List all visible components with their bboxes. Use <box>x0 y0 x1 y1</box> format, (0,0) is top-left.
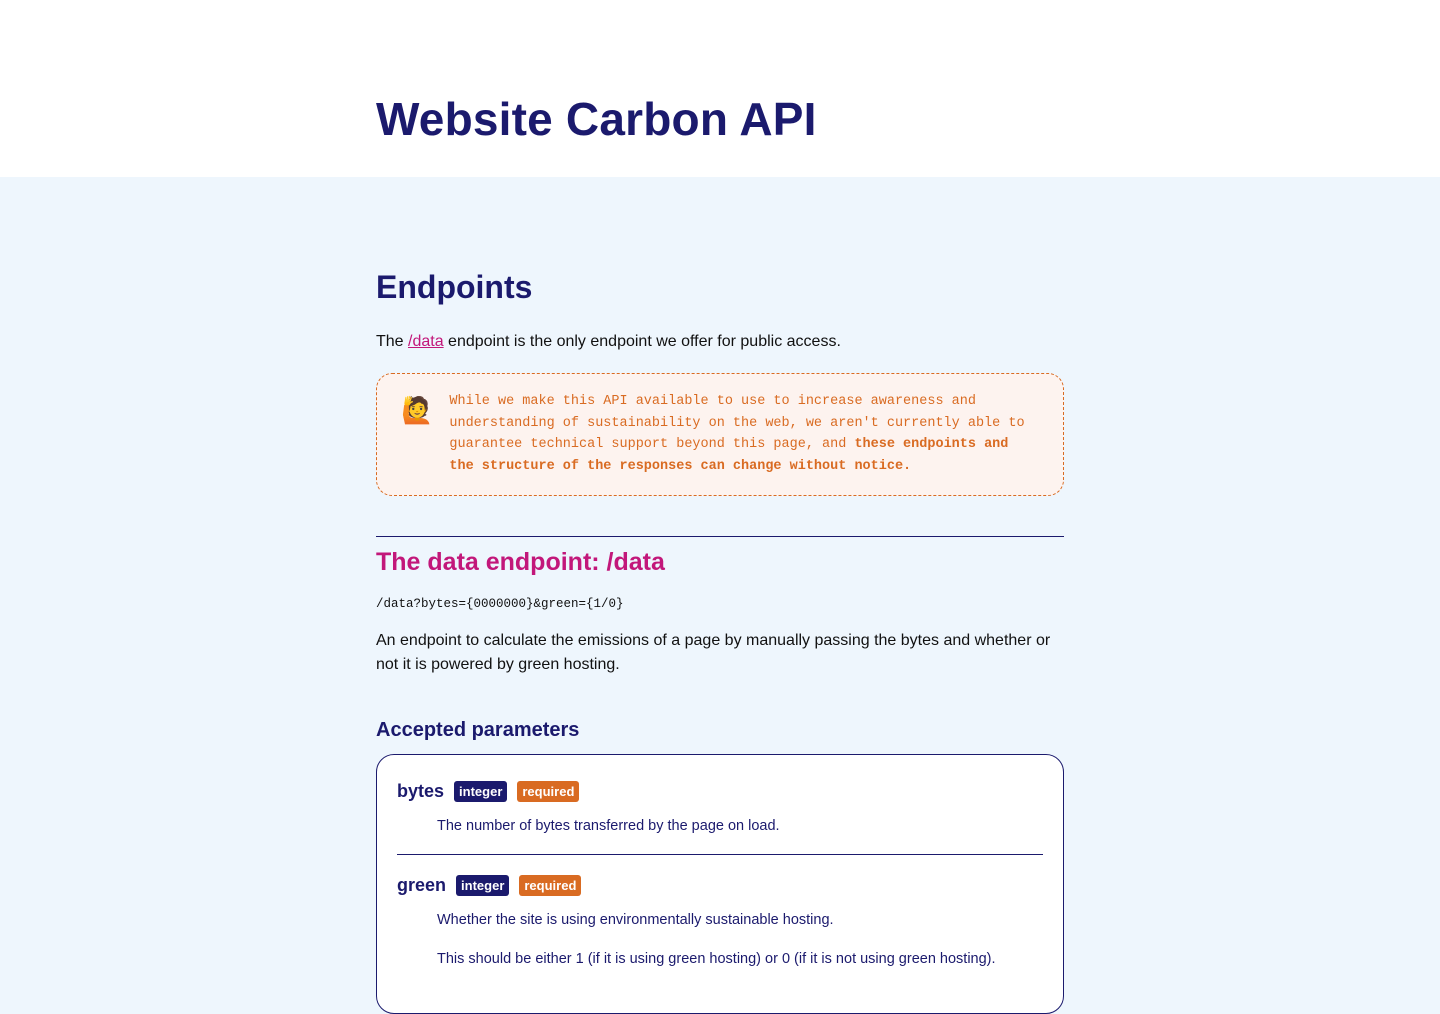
data-endpoint-link[interactable]: /data <box>408 333 444 350</box>
data-endpoint-heading: The data endpoint: /data <box>376 547 665 576</box>
param-description: This should be either 1 (if it is using green hosting) or 0 (if it is not using green hosting). <box>437 950 996 967</box>
notice-box <box>376 373 1064 496</box>
type-badge: integer <box>454 781 507 802</box>
param-name: green <box>397 874 447 895</box>
param-bytes <box>397 781 1043 855</box>
usage-code: /data?bytes={0000000}&green={1/0} <box>376 596 624 611</box>
endpoints-heading: Endpoints <box>376 269 533 305</box>
page-title: Website Carbon API <box>376 93 817 145</box>
param-name: bytes <box>397 780 445 801</box>
main-content <box>376 177 1064 1014</box>
intro-text: endpoint is the only endpoint we offer for public access. <box>443 333 841 350</box>
notice-bold: these endpoints and the structure of the responses can change without notice. <box>449 437 1009 475</box>
notice-text <box>449 391 1033 478</box>
endpoint-description: An endpoint to calculate the emissions of a page by manually passing the bytes and whether or not it is powered by green hosting. <box>376 631 1051 673</box>
params-card <box>376 754 1064 1014</box>
page-header <box>0 0 1440 177</box>
divider <box>376 536 1064 537</box>
params-heading: Accepted parameters <box>376 718 580 741</box>
required-badge: required <box>519 875 581 896</box>
param-green <box>397 875 1043 969</box>
endpoints-intro <box>376 331 1064 353</box>
type-badge: integer <box>456 875 509 896</box>
notice-body: While we make this API available to use to increase awareness and understanding of sustainability on the web, we aren't currently able to guarantee technical support beyond this page, and <box>449 394 1025 453</box>
param-description: The number of bytes transferred by the page on load. <box>437 817 780 834</box>
param-description: Whether the site is using environmentally sustainable hosting. <box>437 911 834 928</box>
intro-text: The <box>376 333 409 350</box>
required-badge: required <box>517 781 579 802</box>
divider <box>397 854 1043 855</box>
raising-hand-icon: 🙋 <box>401 395 434 425</box>
